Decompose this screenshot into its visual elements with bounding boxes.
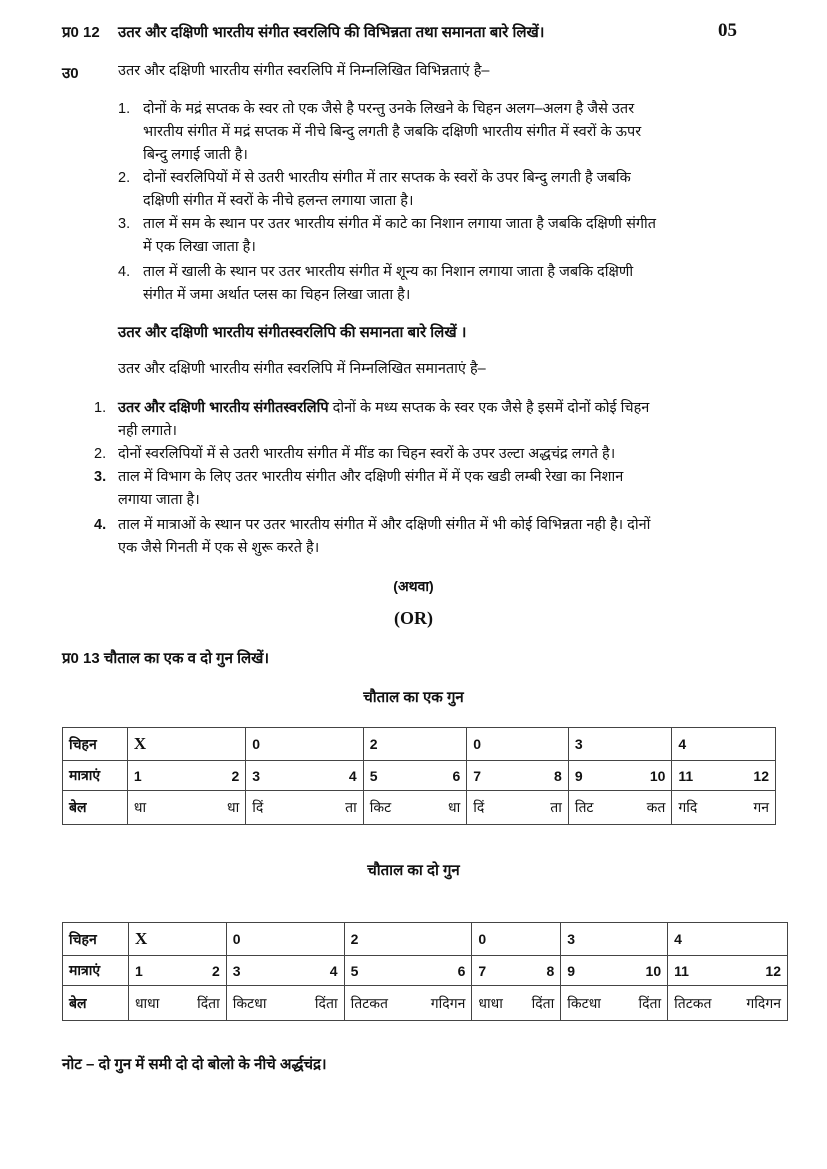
sign-cell: 2 — [344, 923, 472, 956]
matra-number: 8 — [554, 767, 562, 784]
item-text: दोनों के मध्य सप्तक के स्वर एक जैसे है इसमें दोनों कोई चिहन — [328, 400, 650, 416]
similarities-heading: उतर और दक्षिणी भारतीय संगीतस्वरलिपि की समानता बारे लिखें । — [118, 324, 467, 341]
bol: किट — [369, 799, 392, 815]
bol: धाधा — [478, 994, 503, 1011]
matra-number: 12 — [765, 962, 781, 979]
note: नोट – दो गुन में समी दो दो बोलो के नीचे अर्द्धचंद्र। — [62, 1056, 327, 1073]
matra-number: 4 — [348, 767, 357, 784]
sign-cell: 3 — [561, 923, 668, 956]
bol: दिं — [252, 799, 264, 815]
bol: धा — [448, 799, 461, 815]
bol: गदि — [678, 799, 698, 815]
table1-title: चौताल का एक गुन — [363, 689, 464, 706]
matra-number: 1 — [134, 962, 143, 979]
matra-number: 7 — [478, 962, 487, 979]
matra-number: 3 — [232, 962, 241, 979]
bol-cell — [363, 791, 467, 825]
bol-cell — [668, 986, 788, 1021]
table-row-signs — [63, 923, 788, 956]
sign-cell: 0 — [472, 923, 561, 956]
bol: गदिगन — [430, 994, 466, 1011]
matra-number: 10 — [649, 767, 666, 784]
similarities-intro: उतर और दक्षिणी भारतीय संगीत स्वरलिपि में निम्नलिखित समानताएं है– — [118, 361, 486, 377]
bol: ता — [345, 799, 357, 815]
bol-cell — [467, 791, 569, 825]
bol: दिंता — [638, 994, 662, 1011]
bol: तिटकत — [350, 994, 388, 1011]
bold-term: उतर और दक्षिणी भारतीय संगीतस्वरलिपि — [118, 400, 329, 416]
matra-cell — [472, 956, 561, 986]
table-row-matras — [63, 761, 776, 791]
q12-marks: 05 — [718, 20, 737, 41]
row-header: बेल — [63, 791, 128, 825]
bol-cell — [561, 986, 668, 1021]
sign-cell: 4 — [668, 923, 788, 956]
matra-number: 5 — [369, 767, 378, 784]
matra-number: 2 — [211, 962, 220, 979]
matra-number: 11 — [674, 962, 689, 979]
bol: धा — [227, 799, 240, 815]
bol: तिट — [574, 799, 594, 815]
list-item: ताल में मात्राओं के स्थान पर उतर भारतीय संगीत में और दक्षिणी संगीत में भी कोई विभिन्नता नही है। दोनों — [118, 517, 651, 533]
matra-cell — [363, 761, 467, 791]
matra-cell — [568, 761, 672, 791]
list-item: लगाया जाता है। — [118, 492, 200, 508]
list-number: 2. — [118, 170, 131, 186]
bol: किटधा — [232, 994, 267, 1011]
list-number: 3. — [118, 216, 131, 232]
list-item: एक जैसे गिनती में एक से शुरू करते है। — [118, 540, 320, 556]
list-item: दोनों स्वरलिपियों में से उतरी भारतीय संगीत में मींड का चिहन स्वरों के उपर उल्टा अद्धचंद्र लगते है। — [118, 446, 616, 462]
bol-cell — [344, 986, 472, 1021]
sign-cell: X — [128, 923, 226, 956]
sign-cell: 0 — [246, 728, 363, 761]
bol: गन — [753, 799, 769, 815]
matra-number: 6 — [452, 767, 461, 784]
matra-number: 11 — [678, 767, 694, 784]
list-item — [118, 397, 649, 420]
matra-number: 12 — [753, 767, 769, 784]
matra-number: 1 — [133, 767, 142, 784]
bol: किटधा — [567, 994, 601, 1011]
matra-number: 6 — [457, 962, 466, 979]
differences-intro: उतर और दक्षिणी भारतीय संगीत स्वरलिपि में निम्नलिखित विभिन्नताएं है– — [118, 63, 490, 79]
list-number: 4. — [118, 264, 131, 280]
bol-cell — [127, 791, 245, 825]
or-label: (OR) — [394, 608, 433, 628]
matra-number: 8 — [546, 962, 555, 979]
table-row-bols — [63, 791, 776, 825]
list-item: दोनों स्वरलिपियों में से उतरी भारतीय संगीत में तार सप्तक के स्वरों के उपर बिन्दु लगती है जबकि — [143, 170, 631, 186]
matra-number: 7 — [473, 767, 482, 784]
table-row-matras — [63, 956, 788, 986]
sign-cell: X — [127, 728, 245, 761]
table2-title: चौताल का दो गुन — [367, 862, 460, 879]
bol: दिंता — [531, 994, 555, 1011]
list-item: दक्षिणी संगीत में स्वरों के नीचे हलन्त लगाया जाता है। — [143, 193, 414, 209]
row-header: चिहन — [63, 923, 129, 956]
row-header: चिहन — [63, 728, 128, 761]
list-item: ताल में विभाग के लिए उतर भारतीय संगीत और दक्षिणी संगीत में में एक खडी लम्बी रेखा का निशान — [118, 469, 624, 485]
list-item: संगीत में जमा अर्थात प्लस का चिहन लिखा जाता है। — [143, 287, 411, 303]
bol-cell — [568, 791, 672, 825]
list-number: 3. — [94, 469, 107, 485]
bol-cell — [246, 791, 363, 825]
bol: गदिगन — [746, 994, 781, 1011]
bol: कत — [646, 799, 666, 815]
q12-text: उतर और दक्षिणी भारतीय संगीत स्वरलिपि की विभिन्नता तथा समानता बारे लिखें। — [118, 24, 545, 41]
matra-number: 4 — [329, 962, 338, 979]
matra-cell — [561, 956, 668, 986]
do-gun-table — [62, 922, 788, 1021]
answer-label: उ0 — [62, 65, 79, 82]
sign-cell: 2 — [363, 728, 467, 761]
matra-number: 10 — [645, 962, 662, 979]
list-item: भारतीय संगीत में मद्रं सप्तक में नीचे बिन्दु लगती है जबकि दक्षिणी भारतीय संगीत में स्वरों के ऊपर — [143, 124, 642, 140]
matra-number: 2 — [231, 767, 240, 784]
matra-cell — [344, 956, 472, 986]
matra-number: 3 — [252, 767, 261, 784]
matra-cell — [668, 956, 788, 986]
list-item: बिन्दु लगाई जाती है। — [143, 147, 248, 163]
matra-cell — [672, 761, 776, 791]
bol: दिंता — [314, 994, 338, 1011]
bol: दिंता — [197, 994, 220, 1011]
list-number: 1. — [118, 101, 131, 117]
list-item: दोनों के मद्रं सप्तक के स्वर तो एक जैसे है परन्तु उनके लिखने के चिहन अलग–अलग है जैसे उतर — [143, 101, 635, 117]
bol: तिटकत — [674, 994, 712, 1011]
matra-number: 5 — [350, 962, 359, 979]
bol: धाधा — [134, 994, 160, 1011]
list-item: ताल में खाली के स्थान पर उतर भारतीय संगीत में शून्य का निशान लगाया जाता है जबकि दक्षिणी — [143, 264, 634, 280]
q13-text: प्र0 13 चौताल का एक व दो गुन लिखें। — [62, 650, 270, 667]
sign-cell: 0 — [467, 728, 569, 761]
bol-cell — [226, 986, 344, 1021]
list-item: नही लगाते। — [118, 423, 178, 439]
list-number: 4. — [94, 517, 107, 533]
matra-cell — [128, 956, 226, 986]
bol: ता — [550, 799, 562, 815]
sign-cell: 3 — [568, 728, 672, 761]
sign-cell: 4 — [672, 728, 776, 761]
matra-cell — [467, 761, 569, 791]
list-number: 1. — [94, 400, 107, 416]
matra-number: 9 — [567, 962, 576, 979]
row-header: मात्राएं — [63, 761, 128, 791]
matra-cell — [226, 956, 344, 986]
table-row-signs — [63, 728, 776, 761]
bol-cell — [128, 986, 226, 1021]
sign-cell: 0 — [226, 923, 344, 956]
bol: धा — [133, 799, 147, 815]
bol: दिं — [473, 799, 485, 815]
bol-cell — [472, 986, 561, 1021]
row-header: बेल — [63, 986, 129, 1021]
matra-cell — [127, 761, 245, 791]
row-header: मात्राएं — [63, 956, 129, 986]
list-item: में एक लिखा जाता है। — [143, 239, 256, 255]
bol-cell — [672, 791, 776, 825]
ek-gun-table — [62, 727, 776, 825]
athva-label: (अथवा) — [393, 578, 434, 594]
q12-label: प्र0 12 — [62, 24, 100, 41]
list-number: 2. — [94, 446, 107, 462]
matra-cell — [246, 761, 363, 791]
matra-number: 9 — [574, 767, 583, 784]
table-row-bols — [63, 986, 788, 1021]
list-item: ताल में सम के स्थान पर उतर भारतीय संगीत में काटे का निशान लगाया जाता है जबकि दक्षिणी संगीत — [143, 216, 657, 232]
